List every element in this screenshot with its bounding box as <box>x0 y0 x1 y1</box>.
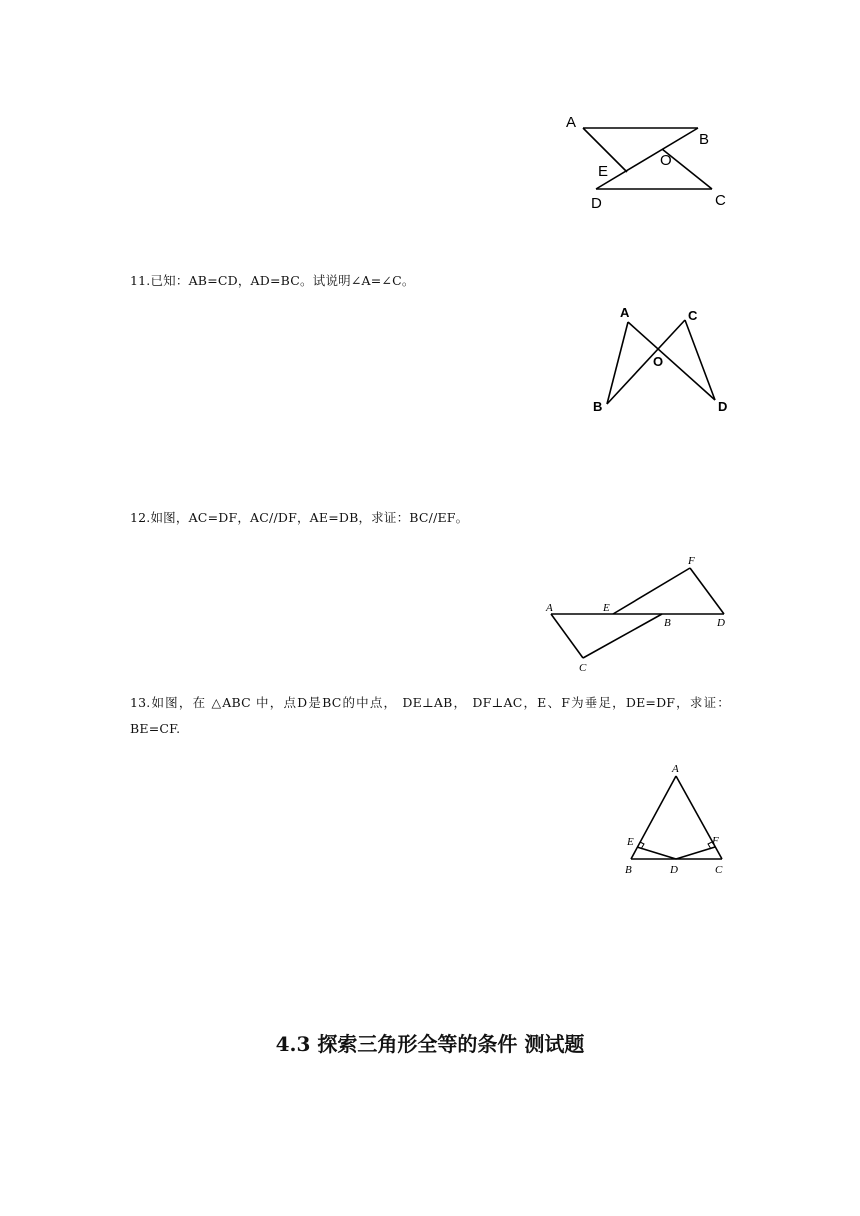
figure-q10 <box>560 108 740 218</box>
label-D: D <box>717 617 725 629</box>
label-F: F <box>688 555 695 567</box>
label-D: D <box>670 864 678 876</box>
label-A: A <box>620 305 630 320</box>
question-13: 13.如图，在 △ABC 中，点D是BC的中点， DE⊥AB， DF⊥AC，E、F为垂足，DE=DF，求证： BE=CF. <box>130 695 730 736</box>
label-A: A <box>672 763 679 775</box>
label-C: C <box>579 662 587 674</box>
label-A: A <box>566 114 577 131</box>
segment-FD <box>690 568 724 614</box>
label-B: B <box>699 131 710 148</box>
figure-q12 <box>540 552 740 677</box>
section-title: 4.3 探索三角形全等的条件 测试题 <box>275 1032 585 1056</box>
segment-EF <box>613 568 690 614</box>
label-C: C <box>688 308 698 323</box>
segment-CD <box>685 320 715 400</box>
segment-DF <box>676 847 715 859</box>
figure-q11 <box>585 300 745 420</box>
segment-CB <box>583 614 662 658</box>
label-F: F <box>712 835 719 847</box>
segment-AC <box>551 614 583 658</box>
label-E: E <box>598 163 609 180</box>
question-11: 11.已知：AB=CD，AD=BC。试说明∠A=∠C。 <box>130 273 415 288</box>
label-O: O <box>660 152 672 169</box>
label-E: E <box>627 836 634 848</box>
segment-DE <box>637 847 676 859</box>
label-C: C <box>715 864 723 876</box>
label-C: C <box>715 192 726 209</box>
segment-DB <box>596 128 698 189</box>
label-B: B <box>593 399 603 414</box>
label-A: A <box>546 602 553 614</box>
label-O: O <box>653 354 664 369</box>
question-12: 12.如图，AC=DF，AC//DF，AE=DB，求证：BC//EF。 <box>130 510 469 525</box>
label-D: D <box>718 399 728 414</box>
figure-q13 <box>615 760 740 885</box>
label-B: B <box>625 864 632 876</box>
label-B: B <box>664 617 671 629</box>
label-D: D <box>591 195 602 212</box>
label-E: E <box>603 602 610 614</box>
